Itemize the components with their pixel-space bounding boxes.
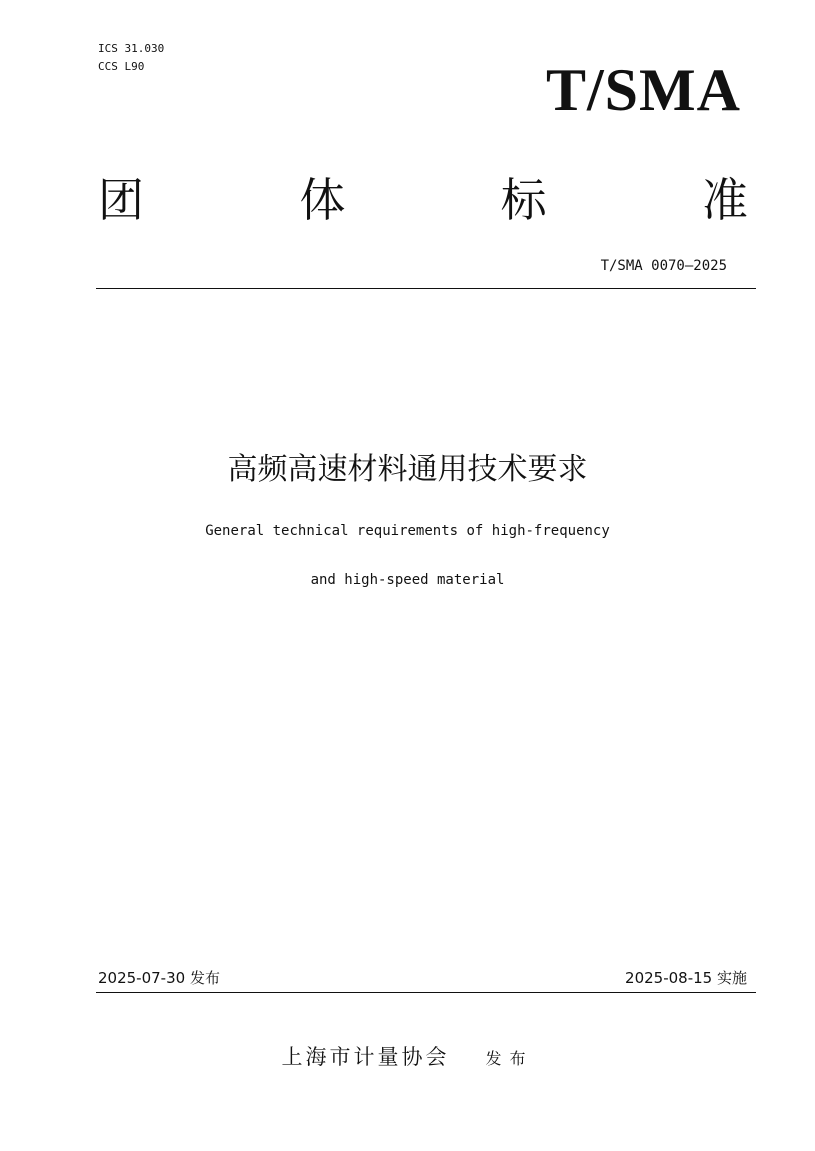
publish-label: 发布: [485, 1049, 534, 1068]
standard-number: T/SMA 0070—2025: [600, 258, 727, 274]
top-divider: [96, 288, 756, 289]
document-title-cn: 高频高速材料通用技术要求: [227, 452, 588, 487]
issue-date: 2025-07-30 发布: [98, 969, 220, 987]
ccs-code: CCS L90: [98, 60, 145, 73]
publisher-name: 上海市计量协会: [281, 1045, 450, 1069]
standard-type-char: 体: [299, 173, 346, 227]
standard-type-char: 标: [500, 173, 547, 227]
bottom-divider: [96, 992, 756, 993]
standard-type-char: 团: [98, 173, 144, 227]
standard-type-char: 准: [701, 173, 748, 227]
implementation-date: 2025-08-15 实施: [625, 969, 747, 987]
standard-logo: T/SMA: [545, 57, 741, 123]
document-title-en-line1: General technical requirements of high-frequency: [205, 523, 610, 539]
standard-type-heading: [98, 168, 748, 232]
publisher-line: [0, 1042, 815, 1074]
document-title-en-line2: and high-speed material: [310, 572, 505, 588]
ics-code: ICS 31.030: [98, 42, 165, 55]
